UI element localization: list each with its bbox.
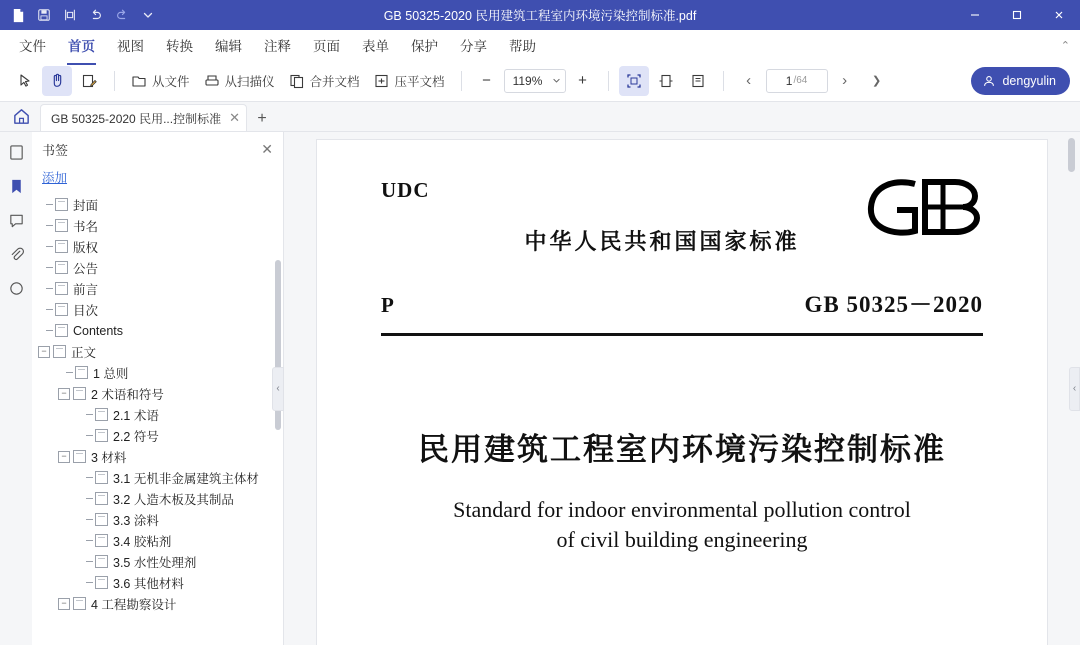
bookmark-page-icon [55,240,68,253]
toolbar-separator-2 [461,71,462,91]
bookmark-item[interactable] [32,467,283,488]
menu-item-help[interactable]: 帮助 [509,39,536,54]
fit-icon[interactable] [58,4,82,26]
tree-line [66,372,73,373]
bookmark-page-icon [55,261,68,274]
bookmark-item[interactable] [32,278,283,299]
zoom-level-value: 119% [512,73,543,88]
bookmark-item[interactable] [32,425,283,446]
from-scanner-button[interactable] [198,66,281,96]
document-tab-strip [0,102,1080,132]
bookmarks-title: 书签 [42,142,69,158]
user-avatar-icon [982,74,996,88]
quick-access-toolbar [0,4,160,26]
bookmark-label: 封面 [73,198,99,213]
merge-docs-button[interactable] [283,66,366,96]
page-navigation [734,66,892,96]
bookmark-label: 3.1 无机非金属建筑主体材 [113,471,259,486]
tree-line [46,309,53,310]
tree-line [46,288,53,289]
zoom-dropdown-icon [552,76,561,85]
redo-icon[interactable] [110,4,134,26]
tree-line [86,414,93,415]
bookmark-label: 公告 [73,261,99,276]
side-rail [0,132,32,645]
zoom-out-button[interactable]: − [482,72,491,89]
tree-line [86,519,93,520]
page-total-label: /64 [793,75,808,86]
zoom-in-button[interactable]: + [578,72,587,89]
menu-item-share[interactable]: 分享 [460,39,487,54]
bookmark-item[interactable] [32,383,283,404]
bookmark-page-icon [53,345,66,358]
tree-line [86,435,93,436]
bookmark-item[interactable] [32,488,283,509]
document-tab[interactable] [40,104,247,131]
chevron-down-icon[interactable] [136,4,160,26]
bookmark-label: 目次 [73,303,99,318]
zoom-controls [472,66,598,96]
bookmark-page-icon [73,387,86,400]
bookmark-label: 3.4 胶粘剂 [113,534,172,549]
zoom-level-input[interactable] [504,69,566,93]
menu-item-edit[interactable]: 编辑 [215,39,242,54]
udc-label: UDC [381,178,430,202]
from-file-button[interactable] [125,66,196,96]
bookmark-item[interactable] [32,404,283,425]
hand-icon[interactable] [42,66,72,96]
document-viewer[interactable] [284,132,1080,645]
bookmark-page-icon [95,408,108,421]
page-number-input[interactable] [766,69,828,93]
bookmark-label: 3.5 水性处理剂 [113,555,197,570]
tree-line [46,267,53,268]
bookmark-item[interactable] [32,593,283,614]
add-bookmark-link[interactable]: 添加 [42,171,68,185]
classification-label: P [381,293,394,317]
attachments-icon[interactable] [4,242,28,266]
main-area [0,132,1080,645]
tree-line [86,498,93,499]
layers-icon[interactable] [4,276,28,300]
thumbnails-icon[interactable] [4,140,28,164]
menu-item-form[interactable]: 表单 [362,39,389,54]
bookmark-page-icon [95,534,108,547]
standard-code: GB 50325－2020 [804,292,983,317]
bookmark-page-icon [95,492,108,505]
bookmark-label: 版权 [73,240,99,255]
tree-line [86,477,93,478]
bookmark-label: 2.2 符号 [113,429,159,444]
next-page-button[interactable]: › [842,72,848,89]
undo-icon[interactable] [84,4,108,26]
bookmark-label: 2 术语和符号 [91,387,164,402]
minimize-button[interactable] [954,0,996,30]
bookmark-page-icon [95,429,108,442]
gb-logo-icon [859,176,987,238]
fit-width-icon[interactable] [651,66,681,96]
bookmark-page-icon [95,513,108,526]
menu-item-protect[interactable]: 保护 [411,39,438,54]
bookmarks-panel [32,132,284,645]
bookmark-page-icon [55,303,68,316]
home-icon[interactable] [8,103,34,129]
from-scanner-label: 从扫描仪 [224,74,275,89]
ribbon-collapse-icon[interactable]: ⌃ [1060,39,1070,52]
tree-line [46,225,53,226]
bookmark-item[interactable] [32,320,283,341]
new-tab-button[interactable]: + [257,110,267,127]
merge-docs-label: 合并文档 [309,74,360,89]
tree-line [46,246,53,247]
document-title-en [381,495,983,554]
bookmark-item[interactable] [32,341,283,362]
bookmark-item[interactable] [32,194,283,215]
window-title: GB 50325-2020 民用建筑工程室内环境污染控制标准.pdf [383,9,697,23]
bookmark-page-icon [55,198,68,211]
bookmark-item[interactable] [32,215,283,236]
toolbar [0,60,1080,102]
window-controls [954,0,1080,30]
bookmarks-tree [32,192,283,645]
code-row [381,286,983,319]
document-title-en-line1: Standard for indoor environmental pollution control [453,497,911,522]
menu-item-home[interactable]: 首页 [57,31,106,59]
document-tab-label: GB 50325-2020 民用...控制标准 [51,111,222,126]
select-arrow-icon[interactable] [10,66,40,96]
bookmark-page-icon [55,282,68,295]
horizontal-rule [381,333,983,336]
edit-text-icon[interactable] [74,66,104,96]
from-file-label: 从文件 [152,74,190,89]
menu-item-page[interactable]: 页面 [313,39,340,54]
bookmark-page-icon [95,576,108,589]
menu-item-convert[interactable]: 转换 [166,39,193,54]
bookmark-page-icon [55,324,68,337]
bookmarks-header [32,132,283,166]
document-title-en-line2: of civil building engineering [556,526,808,552]
comments-icon[interactable] [4,208,28,232]
fit-page-icon[interactable] [619,66,649,96]
toolbar-separator [114,71,115,91]
bookmark-item[interactable] [32,446,283,467]
bookmark-page-icon [73,450,86,463]
bookmark-label: 3.2 人造木板及其制品 [113,492,234,507]
bookmark-label: Contents [73,323,124,338]
viewer-scrollbar[interactable] [1068,138,1075,172]
bookmark-label: 前言 [73,282,99,297]
flatten-doc-label: 压平文档 [394,74,445,89]
bookmark-label: 1 总则 [93,366,129,381]
bookmark-label: 2.1 术语 [113,408,159,423]
collapse-expander-icon[interactable]: − [58,598,70,610]
fit-visible-icon[interactable] [683,66,713,96]
title-bar [0,0,1080,30]
national-standard-title: 中华人民共和国国家标准 [524,229,800,254]
menu-item-view[interactable]: 视图 [117,39,144,54]
user-name-label: dengyulin [1002,73,1056,88]
tree-line [86,561,93,562]
more-pages-button[interactable]: ❯ [871,75,882,87]
app-logo-icon [6,4,30,26]
user-account-button[interactable] [971,67,1070,95]
collapse-expander-icon[interactable]: − [58,451,70,463]
close-button[interactable] [1038,0,1080,30]
bookmark-item[interactable] [32,572,283,593]
bookmark-item[interactable] [32,257,283,278]
collapse-expander-icon[interactable]: − [38,346,50,358]
bookmark-label: 4 工程勘察设计 [91,597,177,612]
tree-line [46,204,53,205]
collapse-right-panel-button[interactable]: ‹ [1069,367,1080,411]
bookmark-item[interactable] [32,509,283,530]
bookmark-item[interactable] [32,530,283,551]
tree-line [86,582,93,583]
bookmark-item[interactable] [32,236,283,257]
bookmark-item[interactable] [32,299,283,320]
collapse-expander-icon[interactable]: − [58,388,70,400]
bookmark-label: 正文 [71,345,97,360]
document-title-cn: 民用建筑工程室内环境污染控制标准 [418,432,946,467]
bookmark-label: 书名 [73,219,99,234]
bookmark-label: 3.6 其他材料 [113,576,184,591]
menu-item-file[interactable]: 文件 [19,39,46,54]
bookmark-item[interactable] [32,362,283,383]
bookmark-page-icon [75,366,88,379]
tree-line [86,540,93,541]
bookmark-label: 3 材料 [91,450,127,465]
collapse-bookmarks-panel-button[interactable]: ‹ [272,367,284,411]
maximize-button[interactable] [996,0,1038,30]
bookmark-page-icon [95,555,108,568]
tree-line [46,330,53,331]
menu-item-comment[interactable]: 注释 [264,39,291,54]
close-icon[interactable]: ✕ [229,110,240,125]
bookmarks-close-icon[interactable]: ✕ [261,140,273,157]
prev-page-button[interactable]: ‹ [746,72,752,89]
bookmark-item[interactable] [32,551,283,572]
menu-bar [0,30,1080,60]
bookmark-page-icon [55,219,68,232]
bookmark-page-icon [95,471,108,484]
toolbar-separator-4 [723,71,724,91]
pdf-page [317,140,1047,645]
save-icon[interactable] [32,4,56,26]
toolbar-separator-3 [608,71,609,91]
page-current-value: 1 [785,73,793,88]
bookmark-page-icon [73,597,86,610]
bookmarks-icon[interactable] [4,174,28,198]
flatten-doc-button[interactable] [368,66,451,96]
bookmark-label: 3.3 涂料 [113,513,159,528]
